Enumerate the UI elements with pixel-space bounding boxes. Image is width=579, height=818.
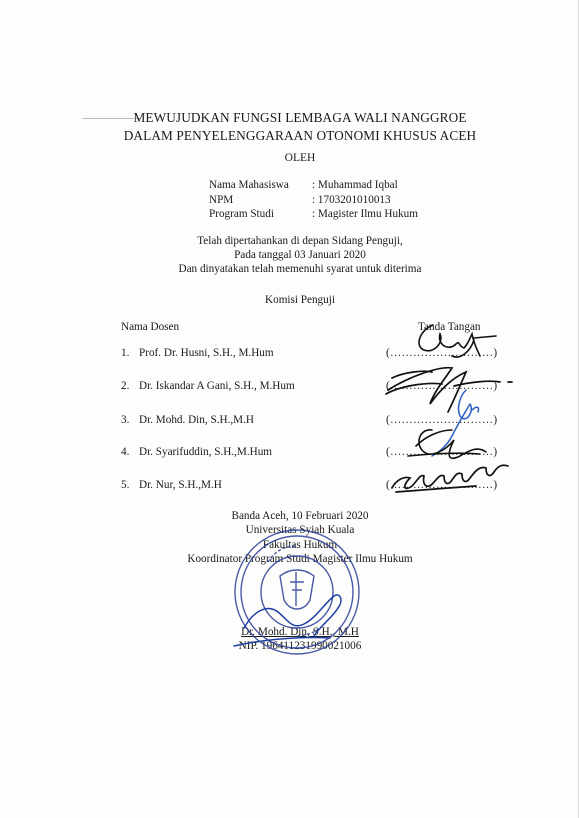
- signatory-nip: NIP. 196411231990021006: [238, 640, 362, 653]
- university-name: Universitas Syiah Kuala: [245, 524, 355, 537]
- signature-placeholder: (………………………): [386, 414, 498, 426]
- handwritten-signature: [419, 325, 496, 357]
- examiner-name: Prof. Dr. Husni, S.H., M.Hum: [139, 347, 274, 359]
- place-date: Banda Aceh, 10 Februari 2020: [231, 510, 369, 522]
- examiner-name: Dr. Syarifuddin, S.H.,M.Hum: [139, 446, 273, 458]
- examiner-number: 2.: [121, 380, 130, 392]
- lecturer-column-header: Nama Dosen: [121, 321, 180, 333]
- student-name-value: : Muhammad Iqbal: [312, 179, 398, 191]
- signatory-name: Dr. Mohd. Din, S.H., M.H: [241, 626, 359, 638]
- committee-title: Komisi Penguji: [265, 294, 335, 306]
- student-name-label: Nama Mahasiswa: [209, 179, 289, 191]
- statement-line-2: Pada tanggal 03 Januari 2020: [234, 249, 366, 261]
- signature-placeholder: (………………………): [386, 479, 498, 491]
- student-program-value: : Magister Ilmu Hukum: [312, 208, 418, 220]
- examiner-name: Dr. Nur, S.H.,M.H: [139, 479, 222, 491]
- statement-line-3: Dan dinyatakan telah memenuhi syarat untuk diterima: [178, 263, 422, 275]
- handwritten-signature: [234, 595, 341, 646]
- student-program-label: Program Studi: [209, 208, 274, 220]
- examiner-name: Dr. Iskandar A Gani, S.H., M.Hum: [139, 380, 295, 392]
- faculty-name: Fakultas Hukum: [262, 538, 338, 551]
- thesis-title-line-2: DALAM PENYELENGGARAAN OTONOMI KHUSUS ACEH: [123, 128, 477, 143]
- signature-placeholder: (………………………): [386, 380, 498, 392]
- oleh-label: OLEH: [284, 152, 316, 164]
- handwritten-signature: [386, 368, 512, 412]
- examiner-name: Dr. Mohd. Din, S.H.,M.H: [139, 414, 254, 426]
- coordinator-role: Koordinator Program Studi Magister Ilmu Hukum: [187, 552, 413, 565]
- signature-column-header: Tanda Tangan: [418, 321, 481, 333]
- handwritten-signature: [392, 465, 508, 492]
- official-stamp: [235, 530, 359, 654]
- statement-line-1: Telah dipertahankan di depan Sidang Penguji,: [197, 235, 403, 247]
- examiner-number: 4.: [121, 446, 130, 458]
- student-npm-value: : 1703201010013: [312, 193, 391, 206]
- handwritten-signature: [432, 390, 479, 456]
- examiner-number: 1.: [121, 347, 130, 359]
- examiner-number: 5.: [121, 479, 130, 491]
- thesis-title-line-1: MEWUJUDKAN FUNGSI LEMBAGA WALI NANGGROE: [133, 110, 467, 125]
- examiner-number: 3.: [121, 414, 130, 426]
- signature-placeholder: (………………………): [386, 446, 498, 458]
- signature-placeholder: (………………………): [386, 347, 498, 359]
- student-npm-label: NPM: [209, 193, 234, 206]
